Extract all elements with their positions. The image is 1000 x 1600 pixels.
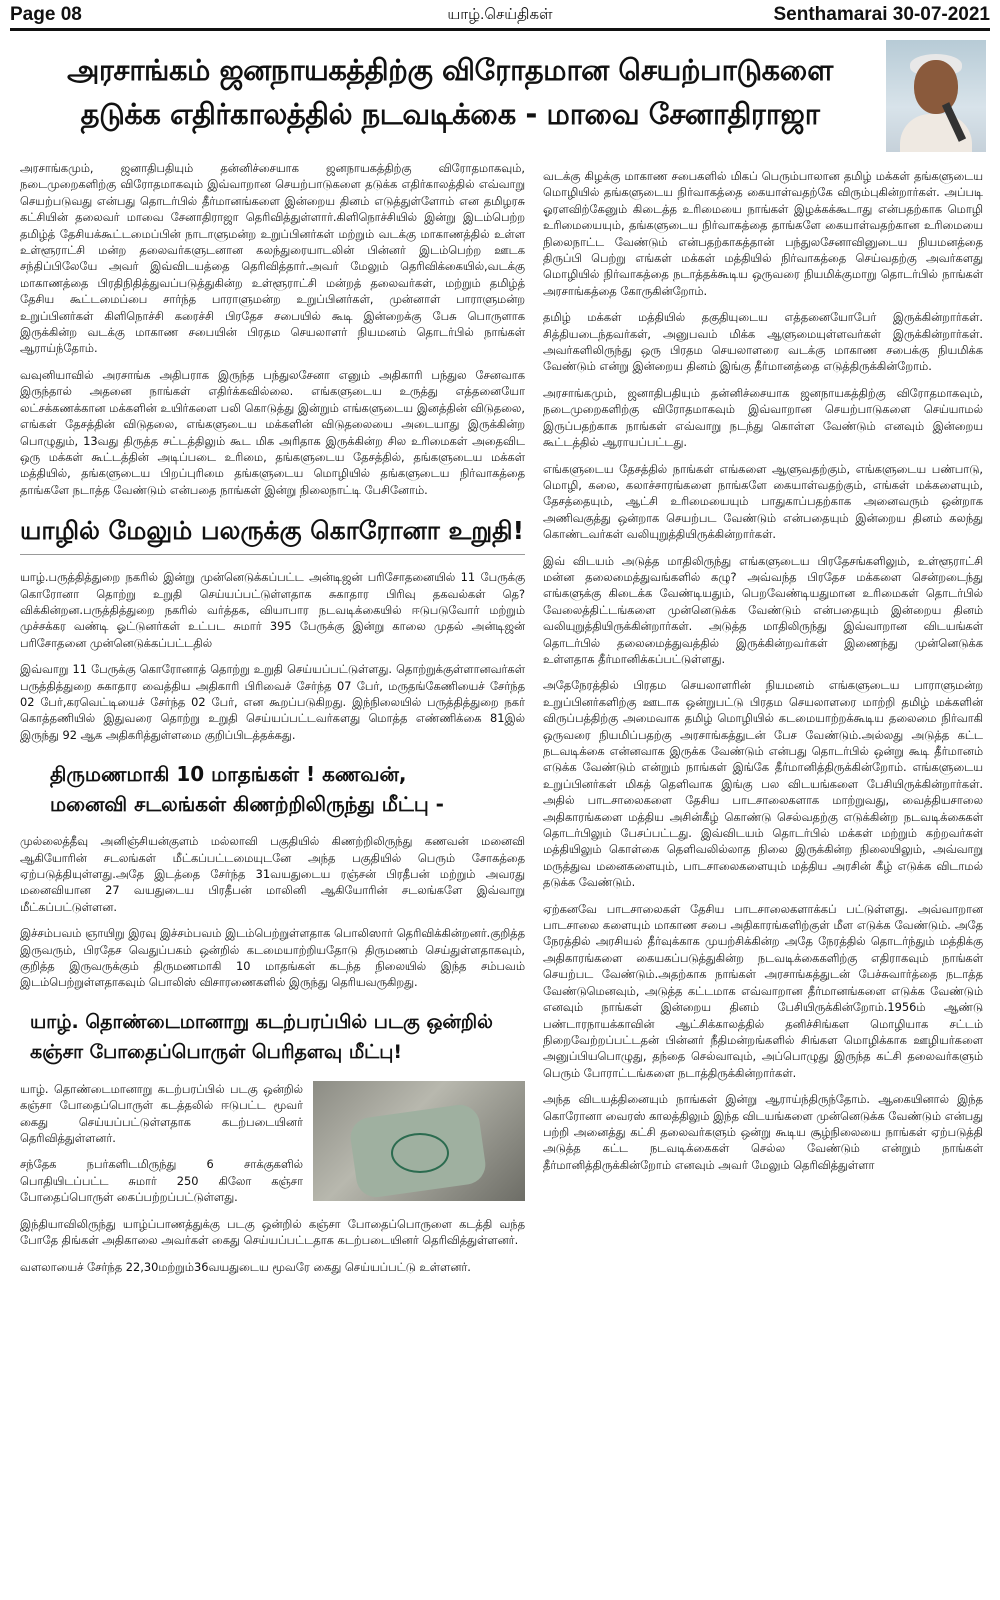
article-paragraph: யாழ். தொண்டைமானாறு கடற்பரப்பில் படகு ஒன்றில் கஞ்சா போதைப்பொருள் கடத்தலில் ஈடுபட்ட மூவர் கைது செய்யப்பட்டுள்ளதாக கடற்படையினர் தெரிவித்துள்ளனர். [20, 1081, 303, 1146]
article-paragraph: எங்களுடைய தேசத்தில் நாங்கள் எங்களை ஆளுவதற்கும், எங்களுடைய பண்பாடு, மொழி, கலை, கலாச்சாரங்களை நாங்களே கையாள்வதற்கும், எங்கள் மக்களையும், தேசத்தையும், ஆட்சி உரிமையையும் பாதுகாப்பதற்காக அனைவரும் ஒன்றாக அணிவகுத்து ஒன்றாக செயற்பட வேண்டும் என்பதையும் இன்றைய தினம் கலந்து கொண்டவர்கள் வலியுறுத்தியிருக்கின்றார்கள். [543, 461, 983, 542]
article-paragraph: அதேநேரத்தில் பிரதம செயலாளரின் நியமனம் எங்களுடைய பாராளுமன்ற உறுப்பினர்களிற்கு ஊடாக ஒன்றுபட்டு பிரதம செயலாளரை மாற்றி தமிழ் மக்களின் விருப்பத்திற்கு அமைவாக தமிழ் மொழியில் கடமையாற்றக்கூடிய தலைமை நிர்வாகி ஒருவரை நியமிப்பதற்கு அரசாங்கத்துடன் பேச வேண்டும்.அல்லது அடுத்த கட்ட நடவடிக்கை என்னவாக இருக்க வேண்டும் என்பது தொடர்பில் ஒன்று கூடி தீர்மானம் எடுக்க வேண்டும் என்றும் நாங்கள் இங்கே தீர்மானித்திருக்கின்றோம். எங்களுடைய உறுப்பினர்கள் மிகத் தெளிவாக இங்கு பல விடயங்களை பேசியிருக்கின்றார்கள். அதில் பாடசாலைகளை தேசிய பாடசாலைகளாக மாற்றுவது, வைத்தியசாலை அதிகாரங்களை மத்திய அசின்கீழ் கொண்டு செல்வதற்கு எடுக்கின்ற நடவடிக்கைகள் தொடர்பிலும் பேசப்பட்டது. இவ்விடயம் தொடர்பில் மக்கள் மற்றும் கற்றவர்கள் மத்தியிலும் கொள்கை தெளிவலில்லாத நிலை இருக்கின்ற நிலையிலும், அவ்வாறு மருத்துவ மனைகளையும், பாடசாலைகளையும் மத்திய அரசின் கீழ் எடுக்க விடாமல் தடுக்க வேண்டும். [543, 678, 983, 890]
headline-line-1: அரசாங்கம் ஜனநாயகத்திற்கு விரோதமான செயற்பாடுகளை [67, 53, 833, 87]
article-paragraph: இவ்வாறு 11 பேருக்கு கொரோனாத் தொற்று உறுதி செய்யப்பட்டுள்ளது. தொற்றுக்குள்ளானவர்கள் பருத்தித்துறை சுகாதார வைத்திய அதிகாரி பிரிவைச் சேர்ந்த 07 பேர், மருதங்கேணியைச் சேர்ந்த 02 பேர்,கரவெட்டியைச் சேர்ந்த 02 பேர், என கூறப்படுகிறது. இந்நிலையில் பருத்தித்துறை நகர் கொத்தணியில் இதுவரை தொற்று உறுதி செய்யப்பட்டவர்களது மொத்த எண்ணிக்கை 81இல் இருந்து 92 ஆக அதிகரித்துள்ளமை குறிப்பிடத்தக்கது. [20, 662, 525, 742]
ganja-sack-photo [313, 1081, 525, 1201]
corona-headline: யாழில் மேலும் பலருக்கு கொரோனா உறுதி! [20, 514, 525, 555]
headline-line-2: தடுக்க எதிர்காலத்தில் நடவடிக்கை - மாவை சேனாதிராஜா [80, 97, 820, 131]
right-column [543, 168, 983, 1183]
ganja-article [20, 1081, 525, 1206]
well-headline [20, 759, 525, 819]
paper-name-date: Senthamarai 30-07-2021 [773, 4, 990, 25]
ganja-headline-line-2: கஞ்சா போதைப்பொருள் பெரிதளவு மீட்பு! [30, 1040, 403, 1063]
article-paragraph: வவுனியாவில் அரசாங்க அதிபராக இருந்த பந்துலசேனா எனும் அதிகாரி பந்துல சேனவாக இருந்தால் அதனை நாங்கள் எதிர்க்கவில்லை. எங்களுடைய உருத்து எத்தனையோ லட்சக்கணக்கான மக்களின் உயிர்களை பலி கொடுத்து இன்றும் எங்களுடைய இனத்தின் விடுதலை, எங்கள் தேசத்தின் விடுதலை, எங்களுடைய மக்களின் விடுதலையை அடையாது இருக்கின்ற பொழுதும், 13வது திருத்த சட்டத்திலும் கூட மிக அரிதாக இருக்கின்ற சில உரிமைகள் அதைவிட ஒரு மக்கள் கூட்டத்தின் அடிப்படை உரிமை, தங்களுடைய தேசத்தில், தங்களுடைய மக்கள் மத்தியில், தங்களுடைய பிறப்புரிமை தங்களுடைய மொழியில் தங்களுடைய நிர்வாகத்தை தாங்களே நடாத்த வேண்டும் என்பதை நாங்கள் இன்று நிலைநாட்டி பேசினோம். [20, 367, 525, 497]
ganja-headline [20, 1007, 525, 1067]
article-paragraph: அரசாங்கமும், ஜனாதிபதியும் தன்னிச்சையாக ஜனநாயகத்திற்கு விரோதமாகவும், நடைமுறைகளிற்கு விரோதமாகவும் இவ்வாறான செயற்பாடுகளை தடுக்க எதிர்காலத்தில் எவ்வாறு செயற்படுவது என்பது தொடர்பில் தீர்மானங்களை இன்றைய தினம் எடுத்துள்ளோம் என தமிழரசு கட்சியின் தலைவர் மாவை சேனாதிராஜா தெரிவித்துள்ளார்.கிளிநொச்சியில் இன்று இடம்பெற்ற தமிழ்த் தேசியக்கூட்டமைப்பின் நாடாளுமன்ற உறுப்பினர்கள் மற்றும் வடக்கு மாகாணத்தில் உள்ள உள்ளூராட்சி மன்ற தலைவர்களுடனான கலந்துரையாடலின் பின்னர் இடம்பெற்ற ஊடக சந்திப்பிலேயே அவர் இவ்விடயத்தை தெரிவித்தார்.அவர் மேலும் தெரிவிக்கையில்,வடக்கு மாகாணத்தை பிரதிநிதித்துவப்படுத்துகின்ற உள்ளூராட்சி மன்றத் தலைவர்கள், மற்றும் தமிழ்த் தேசிய கூட்டமைப்பை சார்ந்த பாராளுமன்ற உறுப்பினர்கள், முன்னாள் பாராளுமன்ற உறுப்பினர்கள் கிளிநொச்சி கரைச்சி பிரதேச சபையில் கூடி இன்றைக்கு பேசு பொருளாக இருக்கின்ற வடக்கு மாகாண சபையின் பிரதம செயலாளர் நியமனம் தொடர்பில் நாங்கள் ஆராய்ந்தோம். [20, 161, 525, 356]
section-title: யாழ்.செய்திகள் [447, 6, 553, 23]
main-headline [20, 48, 880, 136]
article-paragraph: ஏற்கனவே பாடசாலைகள் தேசிய பாடசாலைகளாக்கப் பட்டுள்ளது. அவ்வாறான பாடசாலை களையும் மாகாண சபை அதிகாரங்களிற்குள் மீள எடுக்க வேண்டும். அதே நேரத்தில் அரசியல் தீர்வுக்காக முயற்சிக்கின்ற அதே நேரத்தில் தொடர்ந்தும் மத்திக்கு அதிகாரங்களை கையகப்படுத்துகின்ற நடவடிக்கைகளிற்கு எதிராகவும் நாங்கள் செயற்பட வேண்டும்.அதற்காக நாங்கள் அரசாங்கத்துடன் பேச்சுவார்த்தை நடாத்த வேண்டுமெனவும், அடுத்த கட்டமாக எவ்வாறான தீர்மானங்களை எடுக்க வேண்டும் எனவும் நாங்கள் இன்றைய தினம் பேசியிருக்கின்றோம்.1956ம் ஆண்டு பண்டாரநாயக்காவின் ஆட்சிக்காலத்தில் தனிச்சிங்கள மொழியாக சட்டம் நிறைவேற்றப்பட்டதன் பின்னர் நீதிமன்றங்களில் சிங்கள மொழிக்காக ஊழியர்களை அனுப்பியபொழுது, தந்தை செல்வாவும், அப்பொழுது இருந்த கட்சி தலைவர்களும் பெரும் போராட்டங்களை நடாத்திருக்கின்றார்கள். [543, 901, 983, 1080]
page-header [10, 4, 990, 31]
ganja-headline-line-1: யாழ். தொண்டைமானாறு கடற்பரப்பில் படகு ஒன்றில் [30, 1010, 493, 1033]
article-paragraph: இவ் விடயம் அடுத்த மாதிலிருந்து எங்களுடைய பிரதேசங்களிலும், உள்ளூராட்சி மன்ன தலைமைத்துவங்களில் கழு? அவ்வந்த பிரதேச மக்களை சென்றடைந்து எங்களுக்கு கிடைக்க வேண்டியதும், பெறவேண்டியதுமான உரிமைகள் தொடர்பில் வேலைத்திட்டங்களை முன்னெடுக்க வேண்டும் என்பதையும் இன்றைய தினம் வலியுறுத்தியிருக்கின்றார்கள். அடுத்த மாதிலிருந்து இவ்வாறான விடயங்கள் தொடர்பில் தலைமைத்துவத்தில் இருக்கின்றவர்கள் இணைந்து முன்னெடுக்க உள்ளதாக தீர்மானிக்கப்பட்டுள்ளது. [543, 553, 983, 666]
well-headline-line-1: திருமணமாகி 10 மாதங்கள் ! கணவன், [50, 762, 407, 787]
well-headline-line-2: மனைவி சடலங்கள் கிணற்றிலிருந்து மீட்பு - [50, 792, 444, 817]
page-number: Page 08 [10, 4, 82, 25]
speaker-photo [886, 40, 986, 152]
article-paragraph: இச்சம்பவம் ஞாயிறு இரவு இச்சம்பவம் இடம்பெற்றுள்ளதாக பொலிஸார் தெரிவிக்கின்றனர்.குறித்த இருவரும், பிரதேச வெதுப்பகம் ஒன்றில் கடமையாற்றியதோடு திருமணம் செய்துள்ளதாகவும், குறித்த இருவருக்கும் திருமணமாகி 10 மாதங்கள் கடந்த நிலையில் இந்த சம்பவம் இடம்பெற்றுள்ளதாகவும் பொலிஸ் விசாரணைகளில் இருந்து தெரியவருகிறது. [20, 926, 525, 990]
photo-face [914, 60, 958, 114]
left-column [20, 160, 525, 1285]
article-paragraph: சந்தேக நபர்களிடமிருந்து 6 சாக்குகளில் பொதியிடப்பட்ட சுமார் 250 கிலோ கஞ்சா போதைப்பொருள் கைப்பற்றப்பட்டுள்ளது. [20, 1157, 303, 1205]
sack-print [391, 1133, 449, 1173]
article-paragraph: யாழ்.பருத்தித்துறை நகரில் இன்று முன்னெடுக்கப்பட்ட அன்டிஜன் பரிசோதனையில் 11 பேருக்கு கொரோனா தொற்று உறுதி செய்யப்பட்டுள்ளதாக சுகாதார பிரிவு தகவல்கள் தெ?விக்கின்றன.பருத்தித்துறை நகரில் வர்த்தக, வியாபார நடவடிக்கையில் ஈடுபடுவோர் மற்றும் முச்சக்கர வண்டி ஓட்டுனர்கள் உட்பட சுமார் 395 பேருக்கு இன்று காலை முதல் அன்டிஜன் பரிசோதனை முன்னெடுக்கப்பட்டதில் [20, 570, 525, 650]
article-paragraph: அரசாங்கமும், ஜனாதிபதியும் தன்னிச்சையாக ஜனநாயகத்திற்கு விரோதமாகவும், நடைமுறைகளிற்கு விரோதமாகவும் இவ்வாறான செயற்பாடுகளை செய்யாமல் இருப்பதற்காக நாங்கள் எவ்வாறு நடந்து கொள்ள வேண்டும் எனவும் இன்றைய கூட்டத்தில் ஆராயப்பட்டது. [543, 385, 983, 450]
article-paragraph: வடக்கு கிழக்கு மாகாண சபைகளில் மிகப் பெரும்பாலான தமிழ் மக்கள் தங்களுடைய மொழியில் தங்களுடைய நிர்வாகத்தை கையாள்வதற்கே விரும்புகின்றார்கள். அப்படி ஓரளவிற்கேனும் கிடைத்த உரிமையை நாங்கள் இழக்கக்கூடாது என்பதற்காக மொழி உரிமையையும், தங்களுடைய நிர்வாகத்தை தாங்களே கையாள்வதற்கான உரிமையை நிலைநாட்ட வேண்டும் என்பதற்காகத்தான் பந்துலசேனாவினுடைய நியமனத்தை திருப்பி பெற்று எங்கள் மக்கள் மத்தியில் நிர்வாகத்தை செய்வதற்கு அவர்களது மொழியில் நிர்வாகத்தை நடாத்தக்கூடிய ஒருவரை நியமிக்குமாறு தொடர்பில் நாங்கள் அரசாங்கத்தை கோருகின்றோம். [543, 169, 983, 298]
article-paragraph: வளலாயைச் சேர்ந்த 22,30மற்றும்36வயதுடைய மூவரே கைது செய்யப்பட்டு உள்ளனர். [20, 1259, 471, 1274]
article-paragraph: அந்த விடயத்தினையும் நாங்கள் இன்று ஆராய்ந்திருந்தோம். ஆகையினால் இந்த கொரோனா வைரஸ் காலத்திலும் இந்த விடயங்களை முன்னெடுக்க வேண்டும் என்பது பற்றி அனைத்து கட்சி தலைவர்களும் ஒன்று கூடிய சூழ்நிலையை நாங்கள் ஏற்படுத்தி அடுத்த கட்ட நடவடிக்கைகள் செல்ல வேண்டும் என்றும் நாங்கள் தீர்மானித்திருக்கின்றோம் எனவும் அவர் மேலும் தெரிவித்துள்ளா [543, 1092, 983, 1172]
article-paragraph: இந்தியாவிலிருந்து யாழ்ப்பாணத்துக்கு படகு ஒன்றில் கஞ்சா போதைப்பொருளை கடத்தி வந்த போதே திங்கள் அதிகாலை அவர்கள் கைது செய்யப்பட்டதாக கடற்படையினர் தெரிவித்துள்ளனர். [20, 1216, 525, 1248]
article-paragraph: முல்லைத்தீவு அனிஞ்சியன்குளம் மல்லாவி பகுதியில் கிணற்றிலிருந்து கணவன் மனைவி ஆகியோரின் சடலங்கள் மீட்கப்பட்டமையுடனே அந்த பகுதியில் பெரும் சோகத்தை ஏற்படுத்தியுள்ளது.அதே இடத்தை சேர்ந்த 31வயதுடைய ரஞ்சன் பிரதீபன் மற்றும் அவரது மனைவியான 27 வயதுடைய பிரதீபன் மாலினி ஆகியோரின் சடலங்களே இவ்வாறு மீட்கப்பட்டுள்ளன. [20, 834, 525, 914]
article-paragraph: தமிழ் மக்கள் மத்தியில் தகுதியுடைய எத்தனையோபேர் இருக்கின்றார்கள். சித்தியடைந்தவர்கள், அனுபவம் மிக்க ஆளுமையுள்ளவர்கள் இருக்கின்றார்கள். அவர்களிலிருந்து ஒரு பிரதம செயலாளரை வடக்கு மாகாண சபைக்கு நியமிக்க வேண்டும் என்று இன்றைய தினம் இங்கு தீர்மானத்தை எடுத்திருக்கின்றோம். [543, 310, 983, 374]
